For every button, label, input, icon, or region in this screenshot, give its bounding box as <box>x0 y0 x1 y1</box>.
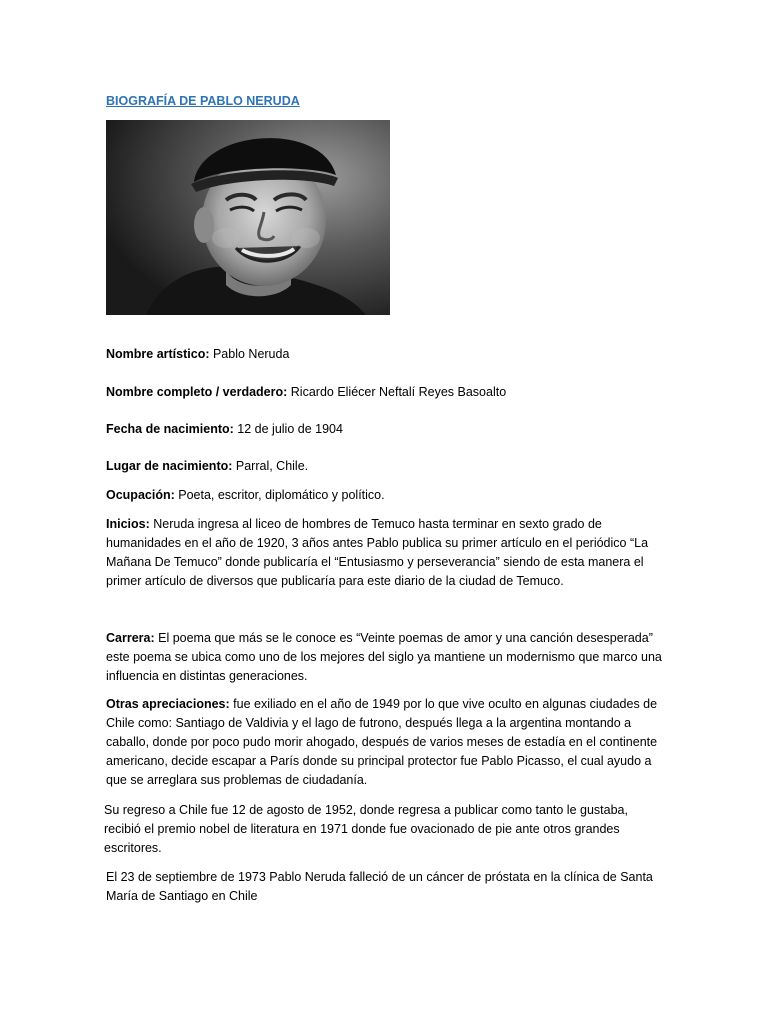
paragraph-text: El poema que más se le conoce es “Veinte poemas de amor y una canción desesperada” este poema se ubica como uno de los mejores del siglo ya mantiene un modernismo que marco una influencia en distintas generaciones. <box>106 631 662 683</box>
paragraph-inicios <box>106 515 666 591</box>
field-nombre-artistico <box>106 345 666 364</box>
field-label: Lugar de nacimiento: <box>106 459 233 473</box>
field-label: Nombre artístico: <box>106 347 210 361</box>
paragraph-regreso: Su regreso a Chile fue 12 de agosto de 1952, donde regresa a publicar como tanto le gustaba, recibió el premio nobel de literatura en 1971 donde fue ovacionado de pie ante otros grandes escritores. <box>104 803 628 855</box>
paragraph-label: Carrera: <box>106 631 155 645</box>
field-value: Pablo Neruda <box>209 347 290 361</box>
paragraph-text: Neruda ingresa al liceo de hombres de Temuco hasta terminar en sexto grado de humanidades en el año de 1920, 3 años antes Pablo publica su primer artículo en el periódico “La Mañana De Temuco” donde publicaría el “Entusiasmo y perseverancia” siendo de esta manera el primer artículo de diversos que publicaría para este diario de la ciudad de Temuco. <box>106 517 649 588</box>
field-value: Ricardo Eliécer Neftalí Reyes Basoalto <box>287 385 507 399</box>
page-title[interactable]: BIOGRAFÍA DE PABLO NERUDA <box>106 94 300 108</box>
paragraph-label: Otras apreciaciones: <box>106 697 230 711</box>
field-lugar-nacimiento <box>106 457 666 476</box>
field-value: 12 de julio de 1904 <box>233 422 343 436</box>
field-fecha-nacimiento <box>106 420 666 439</box>
paragraph-muerte: El 23 de septiembre de 1973 Pablo Neruda falleció de un cáncer de próstata en la clínica de Santa María de Santiago en Chile <box>106 870 653 903</box>
paragraph-carrera <box>106 629 666 686</box>
field-label: Nombre completo / verdadero: <box>106 385 288 399</box>
portrait-photo <box>106 120 390 315</box>
field-value: Poeta, escritor, diplomático y político. <box>174 488 385 502</box>
field-value: Parral, Chile. <box>232 459 309 473</box>
field-nombre-completo <box>106 383 666 402</box>
paragraph-text: fue exiliado en el año de 1949 por lo que vive oculto en algunas ciudades de Chile como: Santiago de Valdivia y el lago de futrono, después llega a la argentina montando a caballo, donde por poco pudo morir ahogado, después de varios meses de estadía en el continente americano, decide escapar a París donde su principal protector fue Pablo Picasso, el cual ayudo a que se arreglara sus problemas de ciudadanía. <box>106 697 658 787</box>
field-label: Fecha de nacimiento: <box>106 422 234 436</box>
paragraph-otras-apreciaciones <box>106 695 666 790</box>
field-ocupacion <box>106 486 666 505</box>
paragraph-label: Inicios: <box>106 517 150 531</box>
field-label: Ocupación: <box>106 488 175 502</box>
